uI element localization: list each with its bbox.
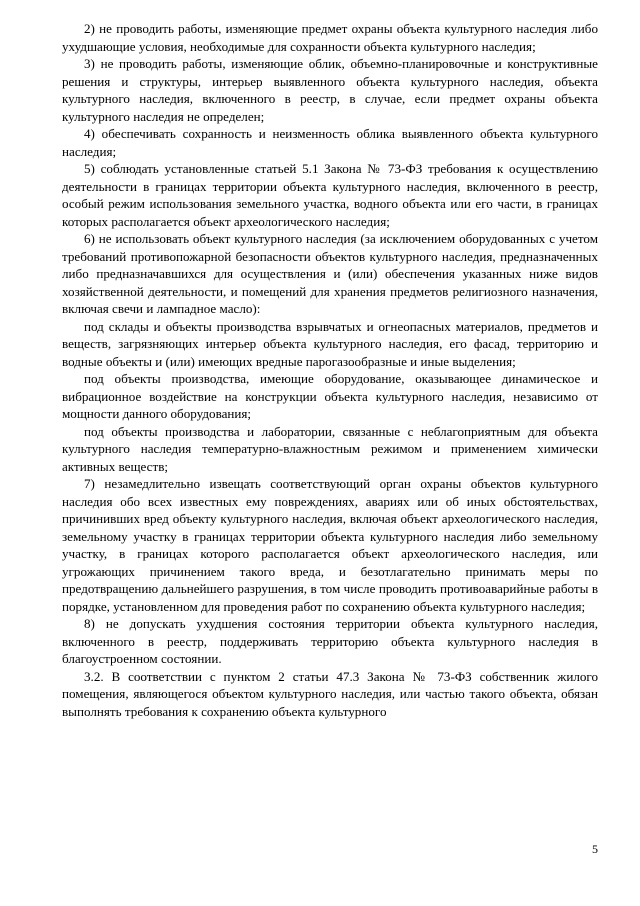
paragraph-section-3-2: 3.2. В соответствии с пунктом 2 статьи 47.3 Закона № 73-ФЗ собственник жилого помещения, являющегося объектом культурного наследия, или частью такого объекта, обязан выполнять требования к сохранению объекта культурного (62, 668, 598, 719)
page-number: 5 (592, 842, 598, 856)
paragraph-subitem-warehouses: под склады и объекты производства взрывчатых и огнеопасных материалов, предметов и веществ, загрязняющих интерьер объекта культурного наследия, его фасад, территорию и водные объекты и (или) имеющих вредные парогазообразные и иные выделения; (62, 318, 598, 369)
paragraph-item-4: 4) обеспечивать сохранность и неизменность облика выявленного объекта культурного наследия; (62, 126, 598, 159)
paragraph-subitem-laboratories: под объекты производства и лаборатории, связанные с неблагоприятным для объекта культурного наследия температурно-влажностным режимом и применением химически активных веществ; (62, 423, 598, 474)
paragraph-item-7: 7) незамедлительно извещать соответствующий орган охраны объектов культурного наследия обо всех известных ему повреждениях, авариях или об иных обстоятельствах, причинивших вред объекту культурного наследия, включая объект археологического наследия, земельному участку в границах территории объекта культурного наследия либо земельному участку, в границах которого располагается объект археологического наследия, или угрожающих причинением такого вреда, и безотлагательно принимать меры по предотвращению дальнейшего разрушения, в том числе проводить противоаварийные работы в порядке, установленном для проведения работ по сохранению объекта культурного наследия; (62, 476, 598, 614)
paragraph-item-2: 2) не проводить работы, изменяющие предмет охраны объекта культурного наследия либо ухудшающие условия, необходимые для сохранности объекта культурного наследия; (62, 21, 598, 54)
paragraph-item-8: 8) не допускать ухудшения состояния территории объекта культурного наследия, включенного в реестр, поддерживать территорию объекта культурного наследия в благоустроенном состоянии. (62, 616, 598, 666)
paragraph-item-5: 5) соблюдать установленные статьей 5.1 Закона № 73-ФЗ требования к осуществлению деятельности в границах территории объекта культурного наследия, включенного в реестр, особый режим использования земельного участка, водного объекта или его части, в границах которых располагается объект археологического наследия; (62, 161, 598, 229)
paragraph-item-6: 6) не использовать объект культурного наследия (за исключением оборудованных с учетом требований противопожарной безопасности объектов культурного наследия, предназначенных либо предназначавшихся для осуществления и (или) обеспечения указанных ниже видов хозяйственной деятельности, и помещений для хранения предметов религиозного назначения, включая свечи и лампадное масло): (62, 231, 598, 316)
paragraph-subitem-production: под объекты производства, имеющие оборудование, оказывающее динамическое и вибрационное воздействие на конструкции объекта культурного наследия, независимо от мощности данного оборудования; (62, 371, 598, 421)
paragraph-item-3: 3) не проводить работы, изменяющие облик, объемно-планировочные и конструктивные решения и структуры, интерьер выявленного объекта культурного наследия, объекта культурного наследия, включенного в реестр, в случае, если предмет охраны объекта культурного наследия не определен; (62, 56, 598, 124)
